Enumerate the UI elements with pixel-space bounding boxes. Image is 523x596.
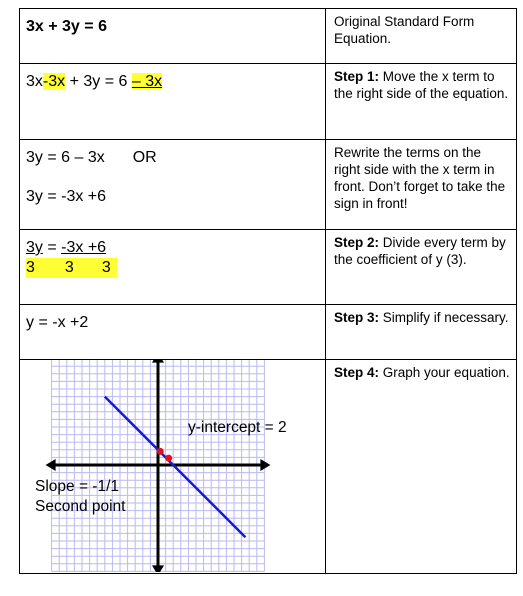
step2-denominators: 3 3 3 <box>20 258 325 278</box>
second-point <box>165 455 172 462</box>
step1-description: Step 1: Move the x term to the right side of the equation. <box>334 69 509 101</box>
step3-label: Step 3: <box>334 310 380 325</box>
rewrite-description: Rewrite the terms on the right side with the x term in front. Don’t forget to take the sign in front! <box>334 145 506 211</box>
step1-equation: 3x-3x + 3y = 6 – 3x <box>26 73 163 90</box>
row-step-3 <box>20 305 517 360</box>
second-point-label: Second point <box>35 498 126 515</box>
step3-equation: y = -x +2 <box>26 314 89 331</box>
row-step-1 <box>20 64 517 140</box>
graph-cell <box>20 360 325 572</box>
highlight-minus-3x-right: – 3x <box>131 73 163 90</box>
slope-label: Slope = -1/1 <box>35 478 120 495</box>
highlight-minus-3x: -3x <box>42 73 66 90</box>
steps-table <box>19 8 517 574</box>
rewrite-equation-1: 3y = 6 – 3x OR <box>26 149 157 166</box>
original-equation: 3x + 3y = 6 <box>26 18 107 35</box>
coordinate-graph <box>20 360 325 572</box>
rewrite-equation-2: 3y = -3x +6 <box>26 188 107 205</box>
y-axis-arrow-up <box>152 360 164 363</box>
row-step-4 <box>20 360 517 574</box>
step4-label: Step 4: <box>334 365 380 380</box>
steps-document <box>19 8 516 574</box>
x-axis-arrow-right <box>260 459 270 471</box>
row-original-equation <box>20 9 517 64</box>
row-step-2 <box>20 230 517 305</box>
original-description: Original Standard Form Equation. <box>334 14 475 46</box>
y-intercept-point <box>157 448 164 455</box>
x-axis-arrow-left <box>46 459 56 471</box>
equation-line <box>105 397 246 538</box>
y-intercept-label: y-intercept = 2 <box>188 419 287 436</box>
graph-axes <box>46 360 271 572</box>
step3-description: Step 3: Simplify if necessary. <box>334 310 509 325</box>
step2-description: Step 2: Divide every term by the coefficient of y (3). <box>334 235 506 267</box>
step2-numerator: 3y = -3x +6 <box>26 239 107 256</box>
step2-label: Step 2: <box>334 235 380 250</box>
step1-label: Step 1: <box>334 69 380 84</box>
row-rewrite <box>20 140 517 230</box>
step4-description: Step 4: Graph your equation. <box>334 365 510 380</box>
